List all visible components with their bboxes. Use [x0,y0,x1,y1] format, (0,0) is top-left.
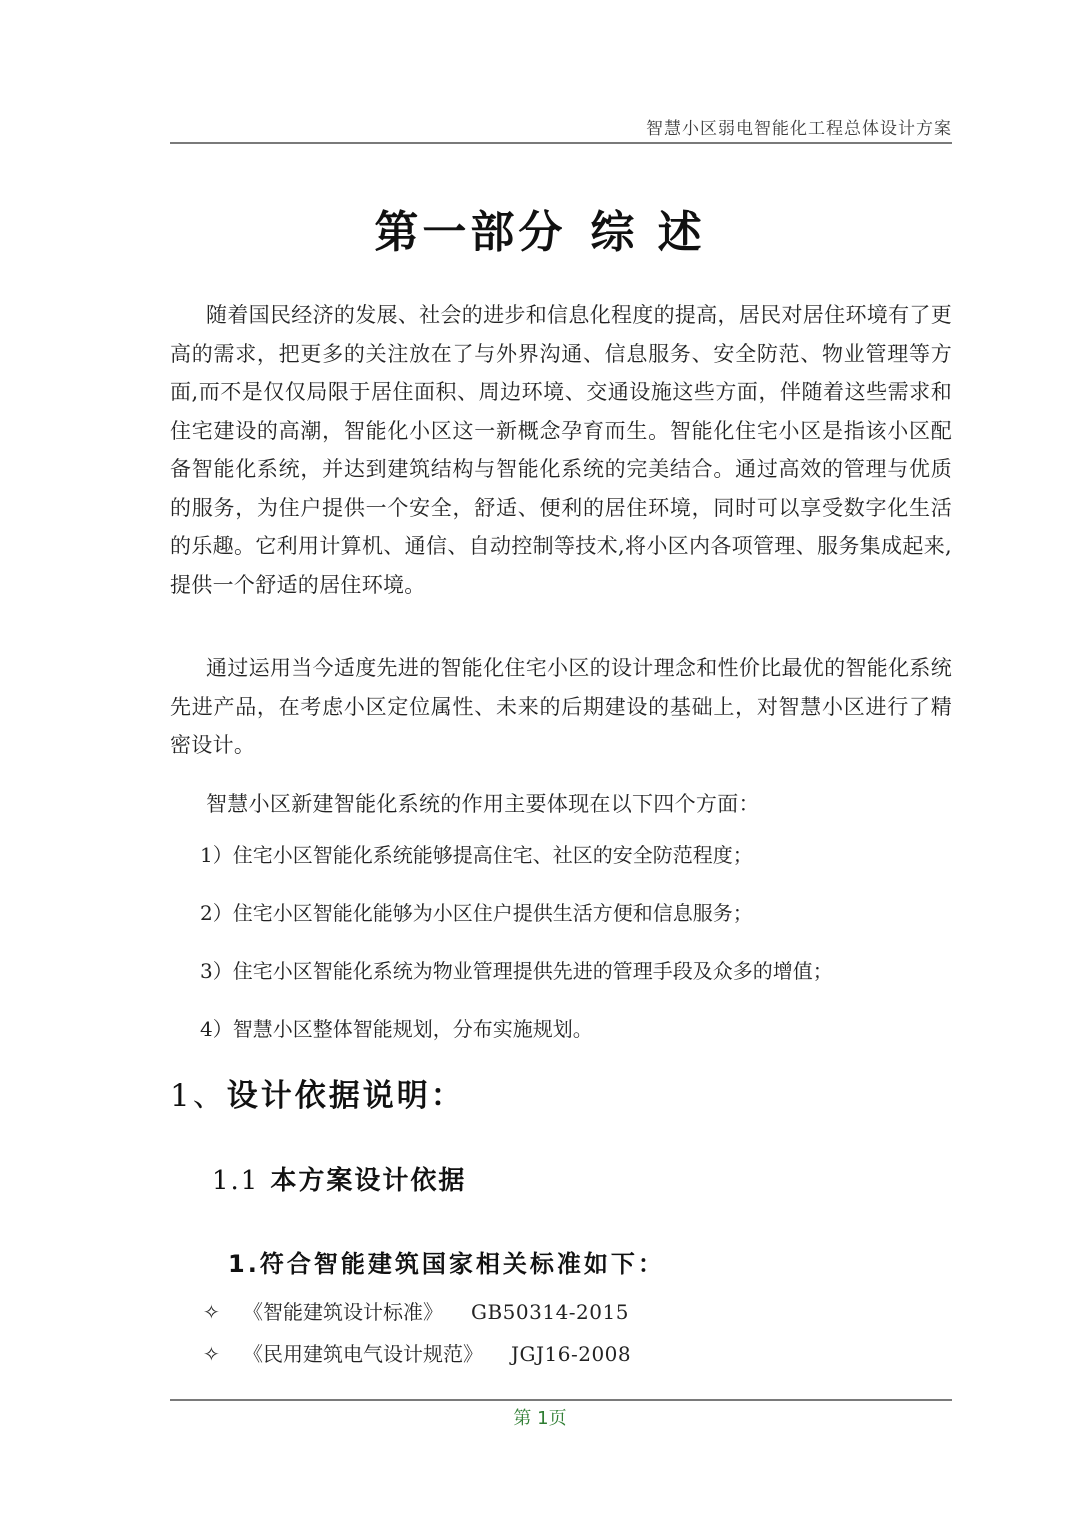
standard-code: GB50314-2015 [471,1300,629,1324]
list-item [203,1334,631,1376]
list-item: 2）住宅小区智能化能够为小区住户提供生活方便和信息服务； [200,901,753,925]
standards-list [203,1292,631,1376]
part-title-name: 综 述 [590,207,706,258]
list-item: 4）智慧小区整体智能规划，分布实施规划。 [200,1017,593,1041]
functions-intro: 智慧小区新建智能化系统的作用主要体现在以下四个方面： [206,792,760,816]
standard-code: JGJ16-2008 [511,1342,632,1366]
section-title: 本方案设计依据 [270,1166,467,1196]
section-number: 1.1 [212,1166,260,1196]
section-heading-1-1 [212,1160,466,1197]
star-bullet-icon: ✧ [203,1342,220,1366]
functions-list [200,835,833,1067]
document-title: 智慧小区弱电智能化工程总体设计方案 [646,119,952,139]
standard-name: 《民用建筑电气设计规范》 [243,1342,483,1366]
intro-paragraph: 随着国民经济的发展、社会的进步和信息化程度的提高，居民对居住环境有了更高的需求，把更多的关注放在了与外界沟通、信息服务、安全防范、物业管理等方面,而不是仅仅局限于居住面积、周边环境、交通设施这些方面，伴随着这些需求和住宅建设的高潮，智能化小区这一新概念孕育而生。智能化住宅小区是指该小区配备智能化系统，并达到建筑结构与智能化系统的完美结合。通过高效的管理与优质的服务，为住户提供一个安全，舒适、便利的居住环境，同时可以享受数字化生活的乐趣。它利用计算机、通信、自动控制等技术,将小区内各项管理、服务集成起来,提供一个舒适的居住环境。 [170,303,952,597]
page-number: 第 1页 [513,1408,567,1429]
design-paragraph: 通过运用当今适度先进的智能化住宅小区的设计理念和性价比最优的智能化系统先进产品，在考虑小区定位属性、未来的后期建设的基础上，对智慧小区进行了精密设计。 [170,656,952,757]
list-item: 1）住宅小区智能化系统能够提高住宅、社区的安全防范程度； [200,843,753,867]
page-footer-rule [170,1399,952,1401]
section-heading-1 [170,1070,465,1115]
part-title [0,196,1080,260]
part-title-number: 第一部分 [374,207,567,258]
page-header [170,112,952,144]
section-title: 设计依据说明： [226,1078,465,1114]
list-item [203,1292,631,1334]
section-number: 1、 [170,1078,227,1114]
subsection-heading: 1.符合智能建筑国家相关标准如下： [228,1250,665,1278]
list-item: 3）住宅小区智能化系统为物业管理提供先进的管理手段及众多的增值； [200,959,833,983]
star-bullet-icon: ✧ [203,1300,220,1324]
standard-name: 《智能建筑设计标准》 [243,1300,443,1324]
